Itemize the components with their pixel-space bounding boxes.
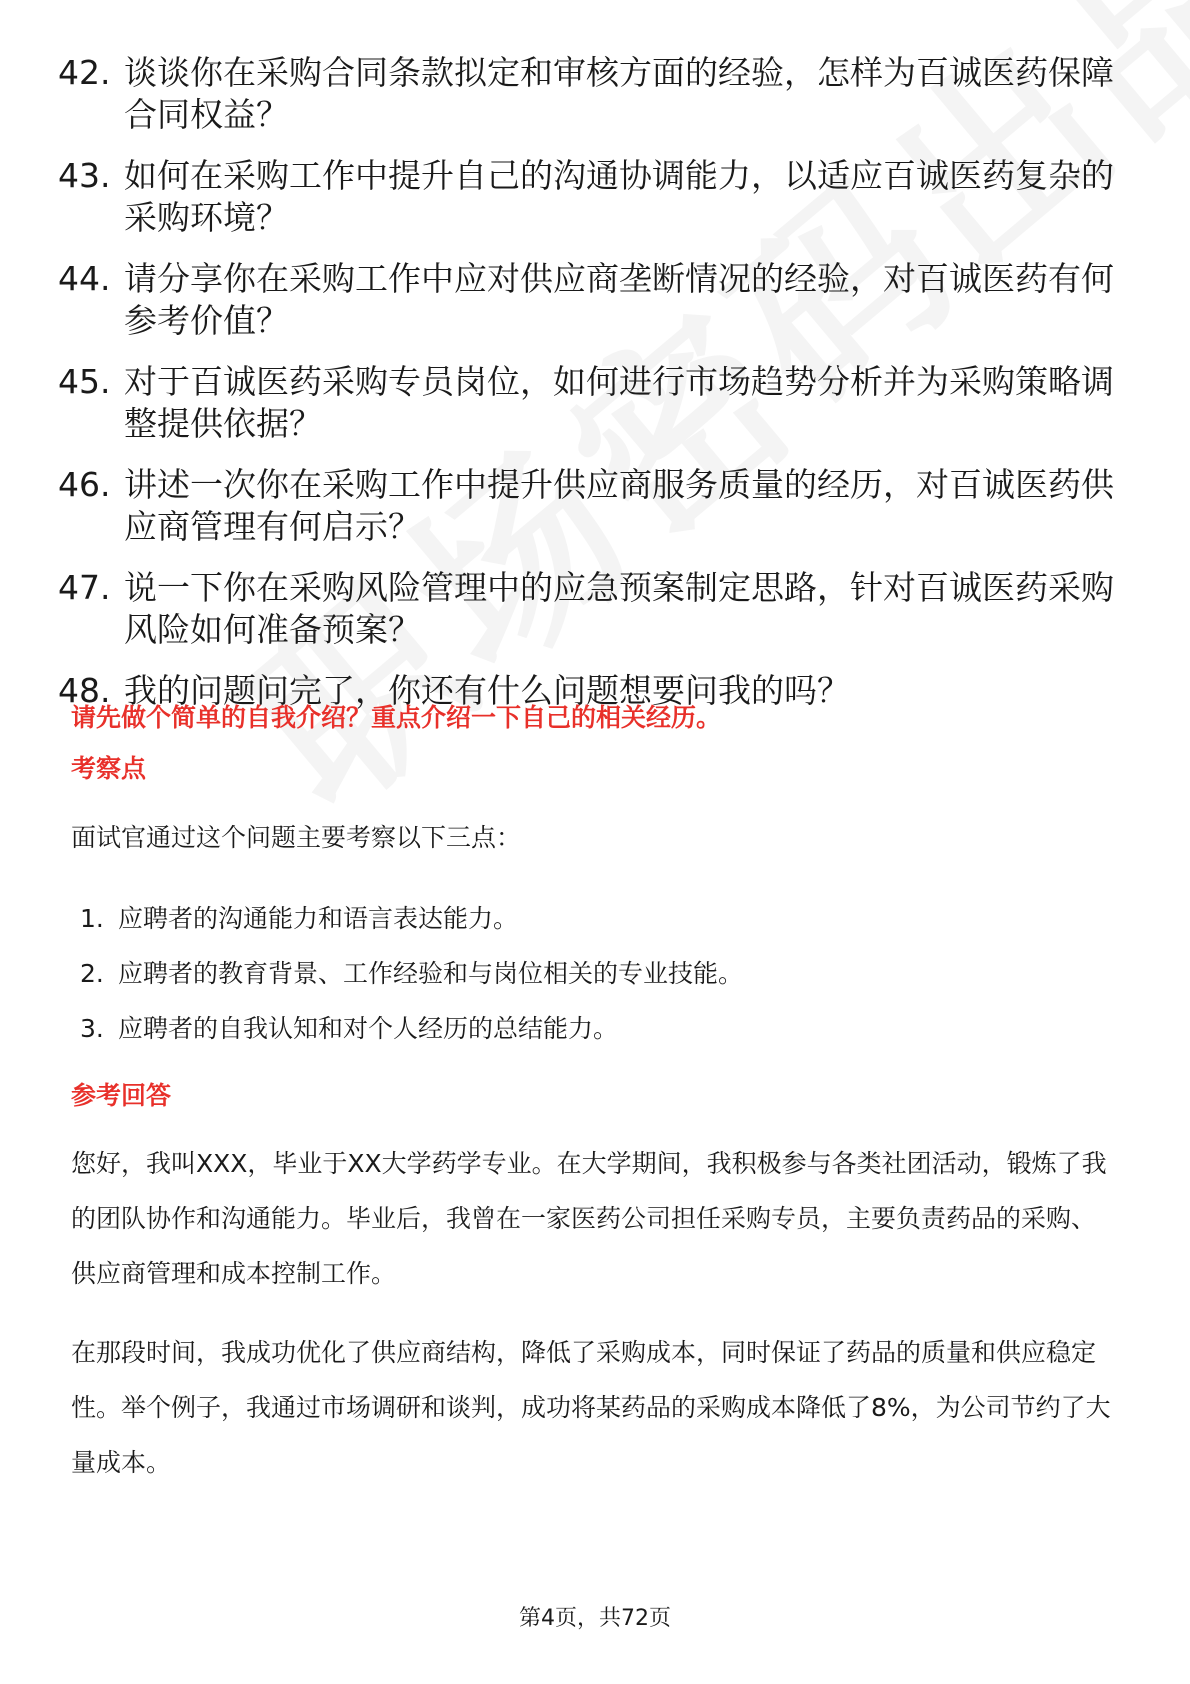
question-text: 如何在采购工作中提升自己的沟通协调能力，以适应百诚医药复杂的采购环境？ <box>124 156 1114 237</box>
point-number: 1. <box>80 904 104 933</box>
list-item <box>58 155 1128 239</box>
question-text: 讲述一次你在采购工作中提升供应商服务质量的经历，对百诚医药供应商管理有何启示？ <box>124 465 1114 546</box>
featured-question: 请先做个简单的自我介绍？重点介绍一下自己的相关经历。 <box>71 703 722 732</box>
list-item <box>58 464 1128 548</box>
point-text: 应聘者的沟通能力和语言表达能力。 <box>118 904 519 933</box>
answer-paragraph: 您好，我叫XXX，毕业于XX大学药学专业。在大学期间，我积极参与各类社团活动，锻炼了我的团队协作和沟通能力。毕业后，我曾在一家医药公司担任采购专员，主要负责药品的采购、供应商管理和成本控制工作。 <box>71 1149 1107 1288</box>
inspection-intro: 面试官通过这个问题主要考察以下三点： <box>71 823 522 852</box>
question-text: 说一下你在采购风险管理中的应急预案制定思路，针对百诚医药采购风险如何准备预案？ <box>124 568 1114 649</box>
question-text: 请分享你在采购工作中应对供应商垄断情况的经验，对百诚医药有何参考价值？ <box>124 259 1114 340</box>
point-number: 3. <box>80 1014 104 1043</box>
inspection-title: 考察点 <box>71 754 147 783</box>
question-number: 47. <box>58 568 111 607</box>
question-number: 44. <box>58 259 111 298</box>
answer-title: 参考回答 <box>71 1081 172 1110</box>
list-item <box>80 958 1080 990</box>
point-number: 2. <box>80 959 104 988</box>
question-number: 43. <box>58 156 111 195</box>
question-number: 46. <box>58 465 111 504</box>
point-text: 应聘者的教育背景、工作经验和与岗位相关的专业技能。 <box>118 959 744 988</box>
page-number: 第4页，共72页 <box>519 1606 671 1631</box>
question-text: 对于百诚医药采购专员岗位，如何进行市场趋势分析并为采购策略调整提供依据？ <box>124 362 1114 443</box>
list-item <box>80 1013 1080 1045</box>
point-text: 应聘者的自我认知和对个人经历的总结能力。 <box>118 1014 619 1043</box>
question-list <box>58 52 1128 731</box>
question-number: 45. <box>58 362 111 401</box>
inspection-points <box>80 903 1080 1068</box>
list-item <box>58 361 1128 445</box>
question-text: 谈谈你在采购合同条款拟定和审核方面的经验，怎样为百诚医药保障合同权益？ <box>124 53 1114 134</box>
answer-paragraph: 在那段时间，我成功优化了供应商结构，降低了采购成本，同时保证了药品的质量和供应稳定性。举个例子，我通过市场调研和谈判，成功将某药品的采购成本降低了8%，为公司节约了大量成本。 <box>71 1338 1111 1477</box>
list-item <box>58 567 1128 651</box>
question-text: 我的问题问完了，你还有什么问题想要问我的吗？ <box>124 671 850 710</box>
list-item <box>58 52 1128 136</box>
question-number: 42. <box>58 53 111 92</box>
list-item <box>80 903 1080 935</box>
question-number: 48. <box>58 671 111 710</box>
list-item <box>58 258 1128 342</box>
